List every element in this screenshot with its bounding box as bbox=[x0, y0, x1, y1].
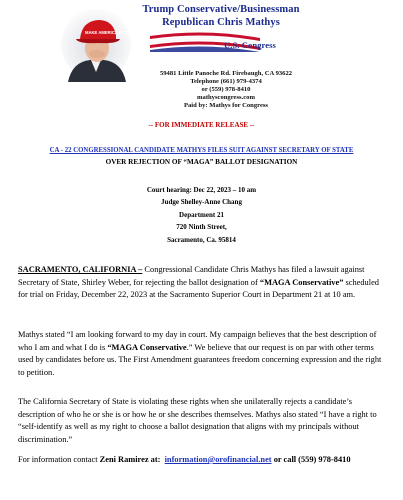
paragraph-rights: The California Secretary of State is violating these rights when she unilaterally rejects a candidate’s description of who he or she is or how he or she describes themselves. Mathys also stated “I have a right to “self-identify as well as my right to choose a ballot designation that aligns with my principals without discrimination.” bbox=[18, 397, 377, 444]
contact-line bbox=[18, 454, 388, 467]
paid-by-line: Paid by: Mathys for Congress bbox=[183, 102, 268, 109]
judge-name: Judge Shelley-Anne Chang bbox=[161, 198, 242, 206]
telephone-line: Telephone (661) 979-4374 bbox=[190, 78, 262, 85]
paragraph-quote bbox=[18, 329, 388, 379]
telephone-alt-line: or (559) 978-8410 bbox=[201, 86, 251, 93]
paragraph-bold: “MAGA Conservative bbox=[107, 342, 187, 352]
street-address: 720 Ninth Street, bbox=[176, 223, 227, 231]
header-title-line2: Republican Chris Mathys bbox=[162, 17, 280, 28]
paragraph-text: Congressional Candidate Chris Mathys has filed a lawsuit against Secretary of State, Shirley Weber, for rejecting the ballot designation of bbox=[18, 265, 365, 287]
immediate-release-label: -- FOR IMMEDIATE RELEASE -- bbox=[148, 121, 255, 129]
paragraph-text: scheduled for trial on Friday, December 22, 2023 at the Sacramento Superior Court in Department 21 at 10 am. bbox=[18, 277, 379, 300]
department: Department 21 bbox=[179, 211, 224, 219]
dateline: SACRAMENTO, CALIFORNIA – bbox=[18, 265, 143, 274]
contact-email-link[interactable]: information@orofinancial.net bbox=[164, 455, 272, 464]
contact-phone: or call (559) 978-8410 bbox=[271, 455, 351, 464]
paragraph-lawsuit bbox=[18, 264, 388, 302]
address-line: 59481 Little Panoche Rd. Firebaugh, CA 93622 bbox=[159, 70, 293, 77]
contact-name: Zeni Ramirez at: bbox=[99, 455, 161, 464]
paragraph-text: .” We believe that our request is on par with other terms used by candidates before us. The First Amendment guarantees freedom concerning expression and the right to petition. bbox=[18, 342, 382, 377]
header-title-line1: Trump Conservative/Businessman bbox=[142, 4, 300, 15]
court-hearing-date: Court hearing: Dec 22, 2023 – 10 am bbox=[146, 186, 257, 194]
header-title-line3: U.S. Congress bbox=[224, 40, 276, 50]
hat-text: MAKE AMERICA GREAT AGAIN bbox=[85, 30, 148, 35]
paragraph-bold: “MAGA Conservative” bbox=[259, 277, 344, 287]
contact-prefix: For information contact bbox=[18, 455, 100, 464]
website-line: mathyscongress.com bbox=[197, 94, 255, 101]
paragraph-text: Mathys stated “I am looking forward to my day in court. My campaign believes that the best description of who I am and what I do is bbox=[18, 330, 377, 352]
headline-subtitle: OVER REJECTION OF “MAGA” BALLOT DESIGNATION bbox=[105, 158, 298, 166]
city-address: Sacramento, Ca. 95814 bbox=[167, 236, 236, 244]
headline-link[interactable]: CA - 22 CONGRESSIONAL CANDIDATE MATHYS FILES SUIT AGAINST SECRETARY OF STATE bbox=[49, 147, 354, 154]
